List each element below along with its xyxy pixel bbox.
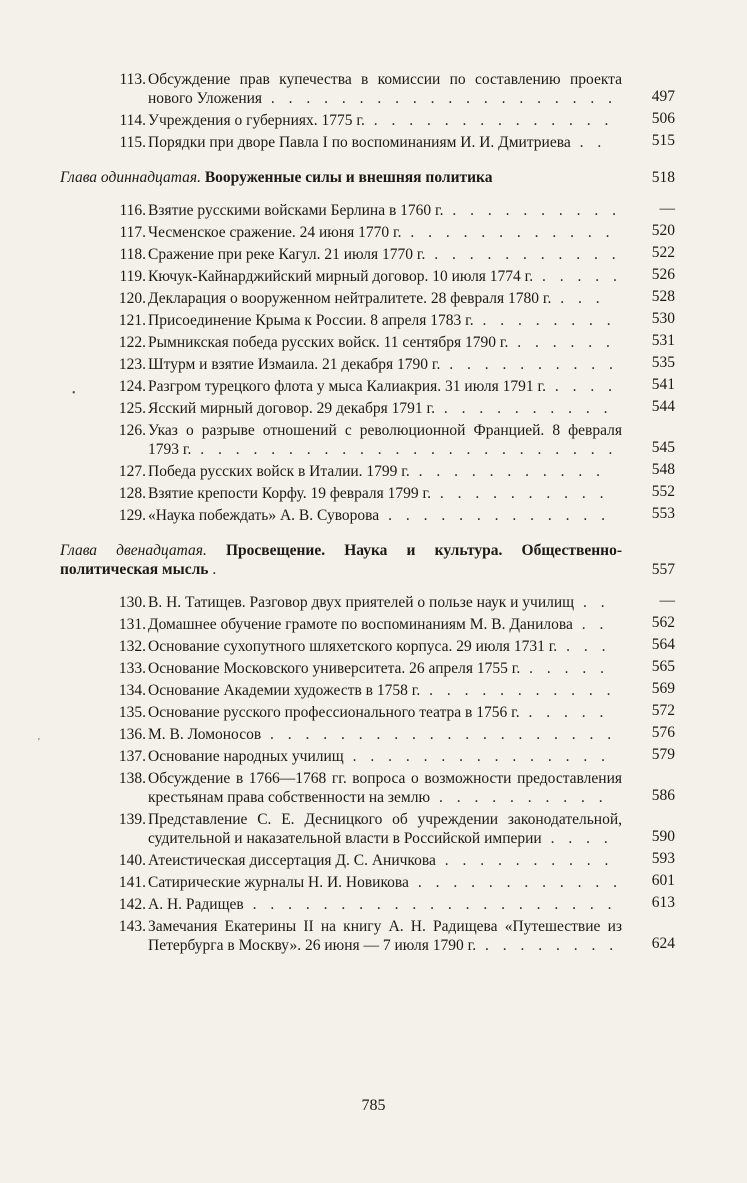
- entry-title: Атеистическая диссертация Д. С. Аничкова: [148, 852, 436, 869]
- entry-number: 113.: [119, 71, 146, 88]
- entry-page: 569: [651, 680, 675, 697]
- entry-page: 624: [651, 935, 675, 952]
- toc-entry: [0, 769, 747, 807]
- entries-group-b: [0, 201, 747, 525]
- dot-leader: . . . . . . . . . . . . .: [379, 507, 610, 524]
- entry-page: 590: [651, 828, 675, 845]
- entry-number: 119.: [119, 268, 146, 285]
- dot-leader: . . . . . . . . . .: [435, 852, 614, 869]
- entry-number: 130.: [118, 594, 146, 611]
- page-number: 785: [361, 1097, 386, 1114]
- chapter-page: 518: [651, 169, 675, 186]
- entry-number: 139.: [118, 811, 146, 828]
- entry-page: 520: [651, 222, 675, 239]
- toc-entry: [0, 484, 747, 503]
- toc-entry: [0, 615, 747, 634]
- dot-leader: . . . . . . . . . . . . . .: [364, 112, 614, 129]
- dot-leader: . . . . . . . . . . . .: [408, 874, 622, 891]
- dot-leader: . . . . . .: [508, 334, 615, 351]
- chapter-title: Вооруженные силы и внешняя политика: [204, 169, 493, 186]
- entry-number: 118.: [119, 246, 146, 263]
- entry-title: Кючук-Кайнарджийский мирный договор. 10 июля 1774 г.: [148, 268, 534, 285]
- entry-page: 531: [651, 332, 675, 349]
- dot-leader: . . . . . . . . . . . . . . . . . . . .: [262, 90, 618, 107]
- chapter-11-heading: [0, 168, 747, 187]
- entry-number: 115.: [119, 134, 146, 151]
- toc-entry: [0, 245, 747, 264]
- entry-title: Рымникская победа русских войск. 11 сентября 1790 г.: [148, 334, 509, 351]
- entry-page: 528: [651, 288, 675, 305]
- toc-entry: [0, 725, 747, 744]
- toc-entry: [0, 895, 747, 914]
- entry-number: 129.: [118, 507, 146, 524]
- entry-page: 562: [651, 614, 675, 631]
- toc-entry: [0, 851, 747, 870]
- dot-leader: . . . . . . . . . .: [430, 485, 609, 502]
- toc-entry: [0, 289, 747, 308]
- dot-leader: . . . . . . . . . . .: [409, 463, 606, 480]
- entry-title: Учреждения о губерниях. 1775 г.: [148, 112, 365, 129]
- entry-page: 526: [651, 266, 675, 283]
- entry-number: 133.: [118, 660, 146, 677]
- toc-entry: [0, 681, 747, 700]
- toc-entry: [0, 111, 747, 130]
- toc-entry: [0, 399, 747, 418]
- entry-number: 120.: [118, 290, 146, 307]
- entry-number: 117.: [119, 224, 146, 241]
- entry-number: 140.: [118, 852, 146, 869]
- entry-number: 136.: [118, 726, 146, 743]
- entries-group-c: [0, 593, 747, 955]
- entry-page: 544: [651, 398, 675, 415]
- toc-entry: [0, 311, 747, 330]
- toc-entry: [0, 333, 747, 352]
- chapter-label: Глава одиннадцатая.: [60, 169, 201, 186]
- toc-entry: [0, 223, 747, 242]
- dot-leader: . . .: [557, 638, 611, 655]
- entry-number: 132.: [118, 638, 146, 655]
- ink-mark: ': [38, 737, 40, 748]
- dot-leader: . . . . .: [533, 268, 622, 285]
- entries-group-a: [0, 70, 747, 152]
- entry-number: 142.: [118, 896, 146, 913]
- entry-page: 497: [651, 88, 675, 105]
- dot-leader: . . . . . . . .: [476, 937, 619, 954]
- toc-entry: [0, 637, 747, 656]
- entry-title: Взятие русскими войсками Берлина в 1760 г.: [148, 202, 444, 219]
- entry-title: Декларация о вооруженном нейтралитете. 28 февраля 1780 г.: [148, 290, 552, 307]
- entry-page: 530: [651, 310, 675, 327]
- entry-page: 564: [651, 636, 675, 653]
- entry-page: 572: [651, 702, 675, 719]
- entry-page: 613: [651, 894, 675, 911]
- entry-page: 552: [651, 483, 675, 500]
- entry-title: Разгром турецкого флота у мыса Калиакрия. 31 июля 1791 г.: [148, 378, 547, 395]
- entry-number: 126.: [118, 422, 146, 439]
- entry-title: «Наука побеждать» А. В. Суворова: [148, 507, 380, 524]
- dot-leader: . . . . .: [519, 704, 609, 721]
- entry-number: 114.: [119, 112, 146, 129]
- bullet-mark: •: [72, 388, 76, 399]
- toc-entry: [0, 267, 747, 286]
- dot-leader: . . . . . . . . . .: [434, 400, 613, 417]
- chapter-title: Просвещение. Наука и культура. Общественно-политическая мысль: [60, 542, 622, 578]
- dot-leader: . . . . . . . . . .: [443, 202, 622, 219]
- entry-page: 565: [651, 658, 675, 675]
- entry-title: Обсуждение в 1766—1768 гг. вопроса о возможности предоставления крестьянам права собственности на землю: [148, 770, 622, 806]
- entry-title: Победа русских войск в Италии. 1799 г.: [148, 463, 410, 480]
- dot-leader: . . . . . . . . . . .: [420, 682, 616, 699]
- dot-leader: . . . .: [541, 830, 613, 847]
- entry-title: Домашнее обучение грамоте по воспоминаниям М. В. Данилова: [148, 616, 573, 633]
- entry-number: 123.: [118, 356, 146, 373]
- entry-number: 138.: [118, 770, 146, 787]
- entry-title: М. В. Ломоносов: [148, 726, 262, 743]
- entry-number: 143.: [118, 918, 146, 935]
- entry-number: 127.: [118, 463, 146, 480]
- dot-leader: . . . . . . . .: [473, 312, 616, 329]
- entry-title: Присоединение Крыма к России. 8 апреля 1783 г.: [148, 312, 474, 329]
- toc-entry: [0, 593, 747, 612]
- entry-title: Обсуждение прав купечества в комиссии по составлению проекта нового Уложения: [148, 71, 622, 107]
- toc-entry: [0, 506, 747, 525]
- toc-entry: [0, 133, 747, 152]
- entry-number: 121.: [118, 312, 146, 329]
- entry-title: Сражение при реке Кагул. 21 июля 1770 г.: [148, 246, 426, 263]
- entry-title: Штурм и взятие Измаила. 21 декабря 1790 г.: [148, 356, 441, 373]
- toc-entry: [0, 462, 747, 481]
- entry-number: 125.: [118, 400, 146, 417]
- dot-leader: . . . . .: [520, 660, 609, 677]
- toc-entry: [0, 377, 747, 396]
- entry-title: Ясский мирный договор. 29 декабря 1791 г.: [148, 400, 435, 417]
- toc-entry: [0, 355, 747, 374]
- entry-page: 515: [651, 132, 675, 149]
- entry-title: Чесменское сражение. 24 июня 1770 г.: [148, 224, 402, 241]
- dot-leader: . .: [574, 594, 610, 611]
- entry-title: Основание сухопутного шляхетского корпуса. 29 июля 1731 г.: [148, 638, 558, 655]
- toc-entry: [0, 703, 747, 722]
- toc-entry: [0, 810, 747, 848]
- entry-number: 141.: [118, 874, 146, 891]
- dot-leader: . . . . . . . . . . . . . . . . . . . . . . . .: [191, 441, 618, 458]
- toc-entry: [0, 659, 747, 678]
- entry-page: 576: [651, 724, 675, 741]
- dot-leader: . . . . . . . . . . . .: [401, 224, 615, 241]
- entry-title: Порядки при дворе Павла I по воспоминаниям И. И. Дмитриева: [148, 134, 571, 151]
- entry-page: 593: [651, 850, 675, 867]
- toc-entry: [0, 70, 747, 108]
- entry-page: 586: [651, 787, 675, 804]
- dot-leader: . . .: [551, 290, 605, 307]
- entry-title: Замечания Екатерины II на книгу А. Н. Радищева «Путешествие из Петербурга в Москву». 26 июня — 7 июля 1790 г.: [148, 918, 622, 954]
- entry-title: Основание русского профессионального театра в 1756 г.: [148, 704, 520, 721]
- entry-title: В. Н. Татищев. Разговор двух приятелей о пользе наук и училищ: [148, 594, 575, 611]
- entry-number: 122.: [118, 334, 146, 351]
- entry-title: Представление С. Е. Десницкого об учреждении законодательной, судительной и наказательной власти в Российской империи: [148, 811, 622, 847]
- entry-page: 601: [651, 872, 675, 889]
- entry-title: Основание народных училищ: [148, 748, 344, 765]
- toc-entry: [0, 747, 747, 766]
- entry-page: —: [659, 592, 675, 609]
- entry-page: 522: [651, 244, 675, 261]
- chapter-12-heading: Глава двенадцатая. Просвещение. Наука и культура. Общественно-политическая мысль . 557: [60, 542, 675, 578]
- entry-title: Основание Московского университета. 26 апреля 1755 г.: [148, 660, 521, 677]
- dot-leader: . . . . . . . . . . . . . . . . . . . . .: [243, 896, 617, 913]
- entry-title: Указ о разрыве отношений с революционной Францией. 8 февраля 1793 г.: [148, 422, 622, 458]
- toc-entry: [0, 917, 747, 955]
- entry-number: 137.: [118, 748, 146, 765]
- entry-number: 124.: [118, 378, 146, 395]
- entry-page: 553: [651, 505, 675, 522]
- entry-title: А. Н. Радищев: [148, 896, 244, 913]
- dot-leader: . .: [570, 134, 607, 151]
- dot-leader: . . . . . . . . . . . . . . . . . . . .: [261, 726, 617, 743]
- entry-number: 135.: [118, 704, 146, 721]
- entry-page: 535: [651, 354, 675, 371]
- entry-page: 506: [651, 110, 675, 127]
- dot-leader: . . . . . . . . . . .: [425, 246, 621, 263]
- entry-number: 134.: [118, 682, 146, 699]
- chapter-page: 557: [651, 561, 675, 578]
- entry-title: Взятие крепости Корфу. 19 февраля 1799 г.: [148, 485, 431, 502]
- dot-leader: . . . .: [546, 378, 618, 395]
- toc-entry: [0, 873, 747, 892]
- chapter-label: Глава двенадцатая.: [60, 542, 207, 559]
- toc-entry: [0, 421, 747, 459]
- entry-title: Основание Академии художеств в 1758 г.: [148, 682, 421, 699]
- table-of-contents: [0, 70, 747, 958]
- entry-number: 131.: [118, 616, 146, 633]
- entry-number: 116.: [119, 202, 146, 219]
- entry-page: 541: [651, 376, 675, 393]
- toc-entry: [0, 201, 747, 220]
- entry-page: —: [659, 200, 675, 217]
- entry-number: 128.: [118, 485, 146, 502]
- dot-leader: . . . . . . . . . .: [430, 789, 608, 806]
- entry-page: 579: [651, 746, 675, 763]
- entry-title: Сатирические журналы Н. И. Новикова: [148, 874, 409, 891]
- dot-leader: . . . . . . . . . . . . . . .: [343, 748, 610, 765]
- dot-leader: . .: [572, 616, 609, 633]
- entry-page: 548: [651, 461, 675, 478]
- dot-leader: . . . . . . . . . .: [440, 356, 618, 373]
- entry-page: 545: [651, 439, 675, 456]
